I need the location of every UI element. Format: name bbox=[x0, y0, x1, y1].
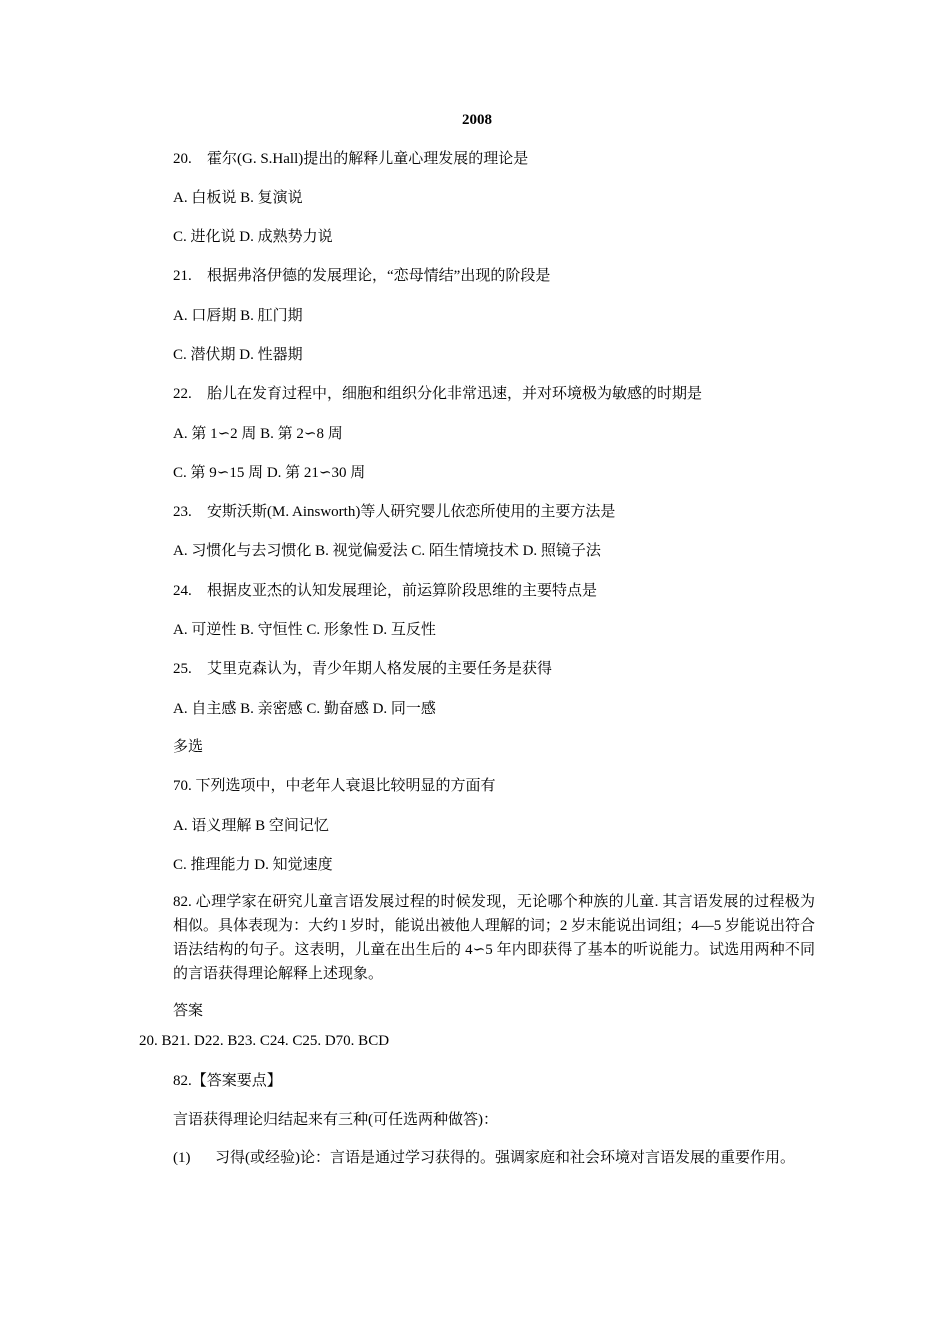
question-22 bbox=[173, 384, 702, 404]
question-70-options-1: A. 语义理解 B 空间记忆 bbox=[173, 818, 329, 834]
question-23 bbox=[173, 502, 615, 522]
question-20-options-2: C. 进化说 D. 成熟势力说 bbox=[173, 229, 333, 245]
question-22-options-2: C. 第 9∽15 周 D. 第 21∽30 周 bbox=[173, 465, 366, 481]
section-label-multi: 多选 bbox=[173, 739, 204, 755]
question-25-options-1: A. 自主感 B. 亲密感 C. 勤奋感 D. 同一感 bbox=[173, 701, 436, 717]
answer-82-intro: 言语获得理论归结起来有三种(可任选两种做答)： bbox=[173, 1112, 498, 1128]
answer-key: 20. B21. D22. B23. C24. C25. D70. BCD bbox=[139, 1033, 390, 1049]
question-number: 23. bbox=[173, 504, 192, 520]
question-70: 70. 下列选项中，中老年人衰退比较明显的方面有 bbox=[173, 778, 496, 794]
question-number: 24. bbox=[173, 583, 192, 599]
question-82-text: 82. 心理学家在研究儿童言语发展过程的时候发现，无论哪个种族的儿童. 其言语发展的过程极为相似。具体表现为：大约 l 岁时，能说出被他人理解的词；2 岁末能说出词组；4—5 岁能说出符合语法结构的句子。这表明，儿童在出生后的 4∽5 年内即获得了基本的听说能力。试选用两种不同的言语获得理论解释上述现象。 bbox=[173, 894, 815, 982]
question-number: 22. bbox=[173, 386, 192, 402]
question-number: 25. bbox=[173, 661, 192, 677]
question-text: 根据皮亚杰的认知发展理论，前运算阶段思维的主要特点是 bbox=[207, 583, 598, 599]
question-text: 根据弗洛伊德的发展理论，“恋母情结”出现的阶段是 bbox=[207, 268, 551, 284]
answer-82-label: 82.【答案要点】 bbox=[173, 1073, 282, 1089]
answer-label: 答案 bbox=[173, 1003, 204, 1019]
question-22-options-1: A. 第 1∽2 周 B. 第 2∽8 周 bbox=[173, 426, 343, 442]
question-24-options-1: A. 可逆性 B. 守恒性 C. 形象性 D. 互反性 bbox=[173, 622, 436, 638]
question-21-options-1: A. 口唇期 B. 肛门期 bbox=[173, 308, 303, 324]
item-number: (1) bbox=[173, 1150, 191, 1166]
question-text: 安斯沃斯(M. Ainsworth)等人研究婴儿依恋所使用的主要方法是 bbox=[207, 504, 616, 520]
question-number: 20. bbox=[173, 151, 192, 167]
question-70-options-2: C. 推理能力 D. 知觉速度 bbox=[173, 857, 333, 873]
question-21-options-2: C. 潜伏期 D. 性器期 bbox=[173, 347, 303, 363]
question-text: 艾里克森认为，青少年期人格发展的主要任务是获得 bbox=[207, 661, 553, 677]
page-title: 2008 bbox=[462, 112, 492, 128]
question-20-options-1: A. 白板说 B. 复演说 bbox=[173, 190, 303, 206]
question-number: 21. bbox=[173, 268, 192, 284]
answer-82-item-1 bbox=[139, 1146, 815, 1170]
question-24 bbox=[173, 581, 597, 601]
question-21 bbox=[173, 266, 550, 286]
item-text: 习得(或经验)论：言语是通过学习获得的。强调家庭和社会环境对言语发展的重要作用。 bbox=[215, 1150, 795, 1166]
question-20 bbox=[173, 149, 528, 169]
question-25 bbox=[173, 659, 552, 679]
question-text: 胎儿在发育过程中，细胞和组织分化非常迅速，并对环境极为敏感的时期是 bbox=[207, 386, 703, 402]
question-82 bbox=[139, 890, 815, 986]
question-text: 霍尔(G. S.Hall)提出的解释儿童心理发展的理论是 bbox=[207, 151, 529, 167]
question-23-options-1: A. 习惯化与去习惯化 B. 视觉偏爱法 C. 陌生情境技术 D. 照镜子法 bbox=[173, 543, 601, 559]
